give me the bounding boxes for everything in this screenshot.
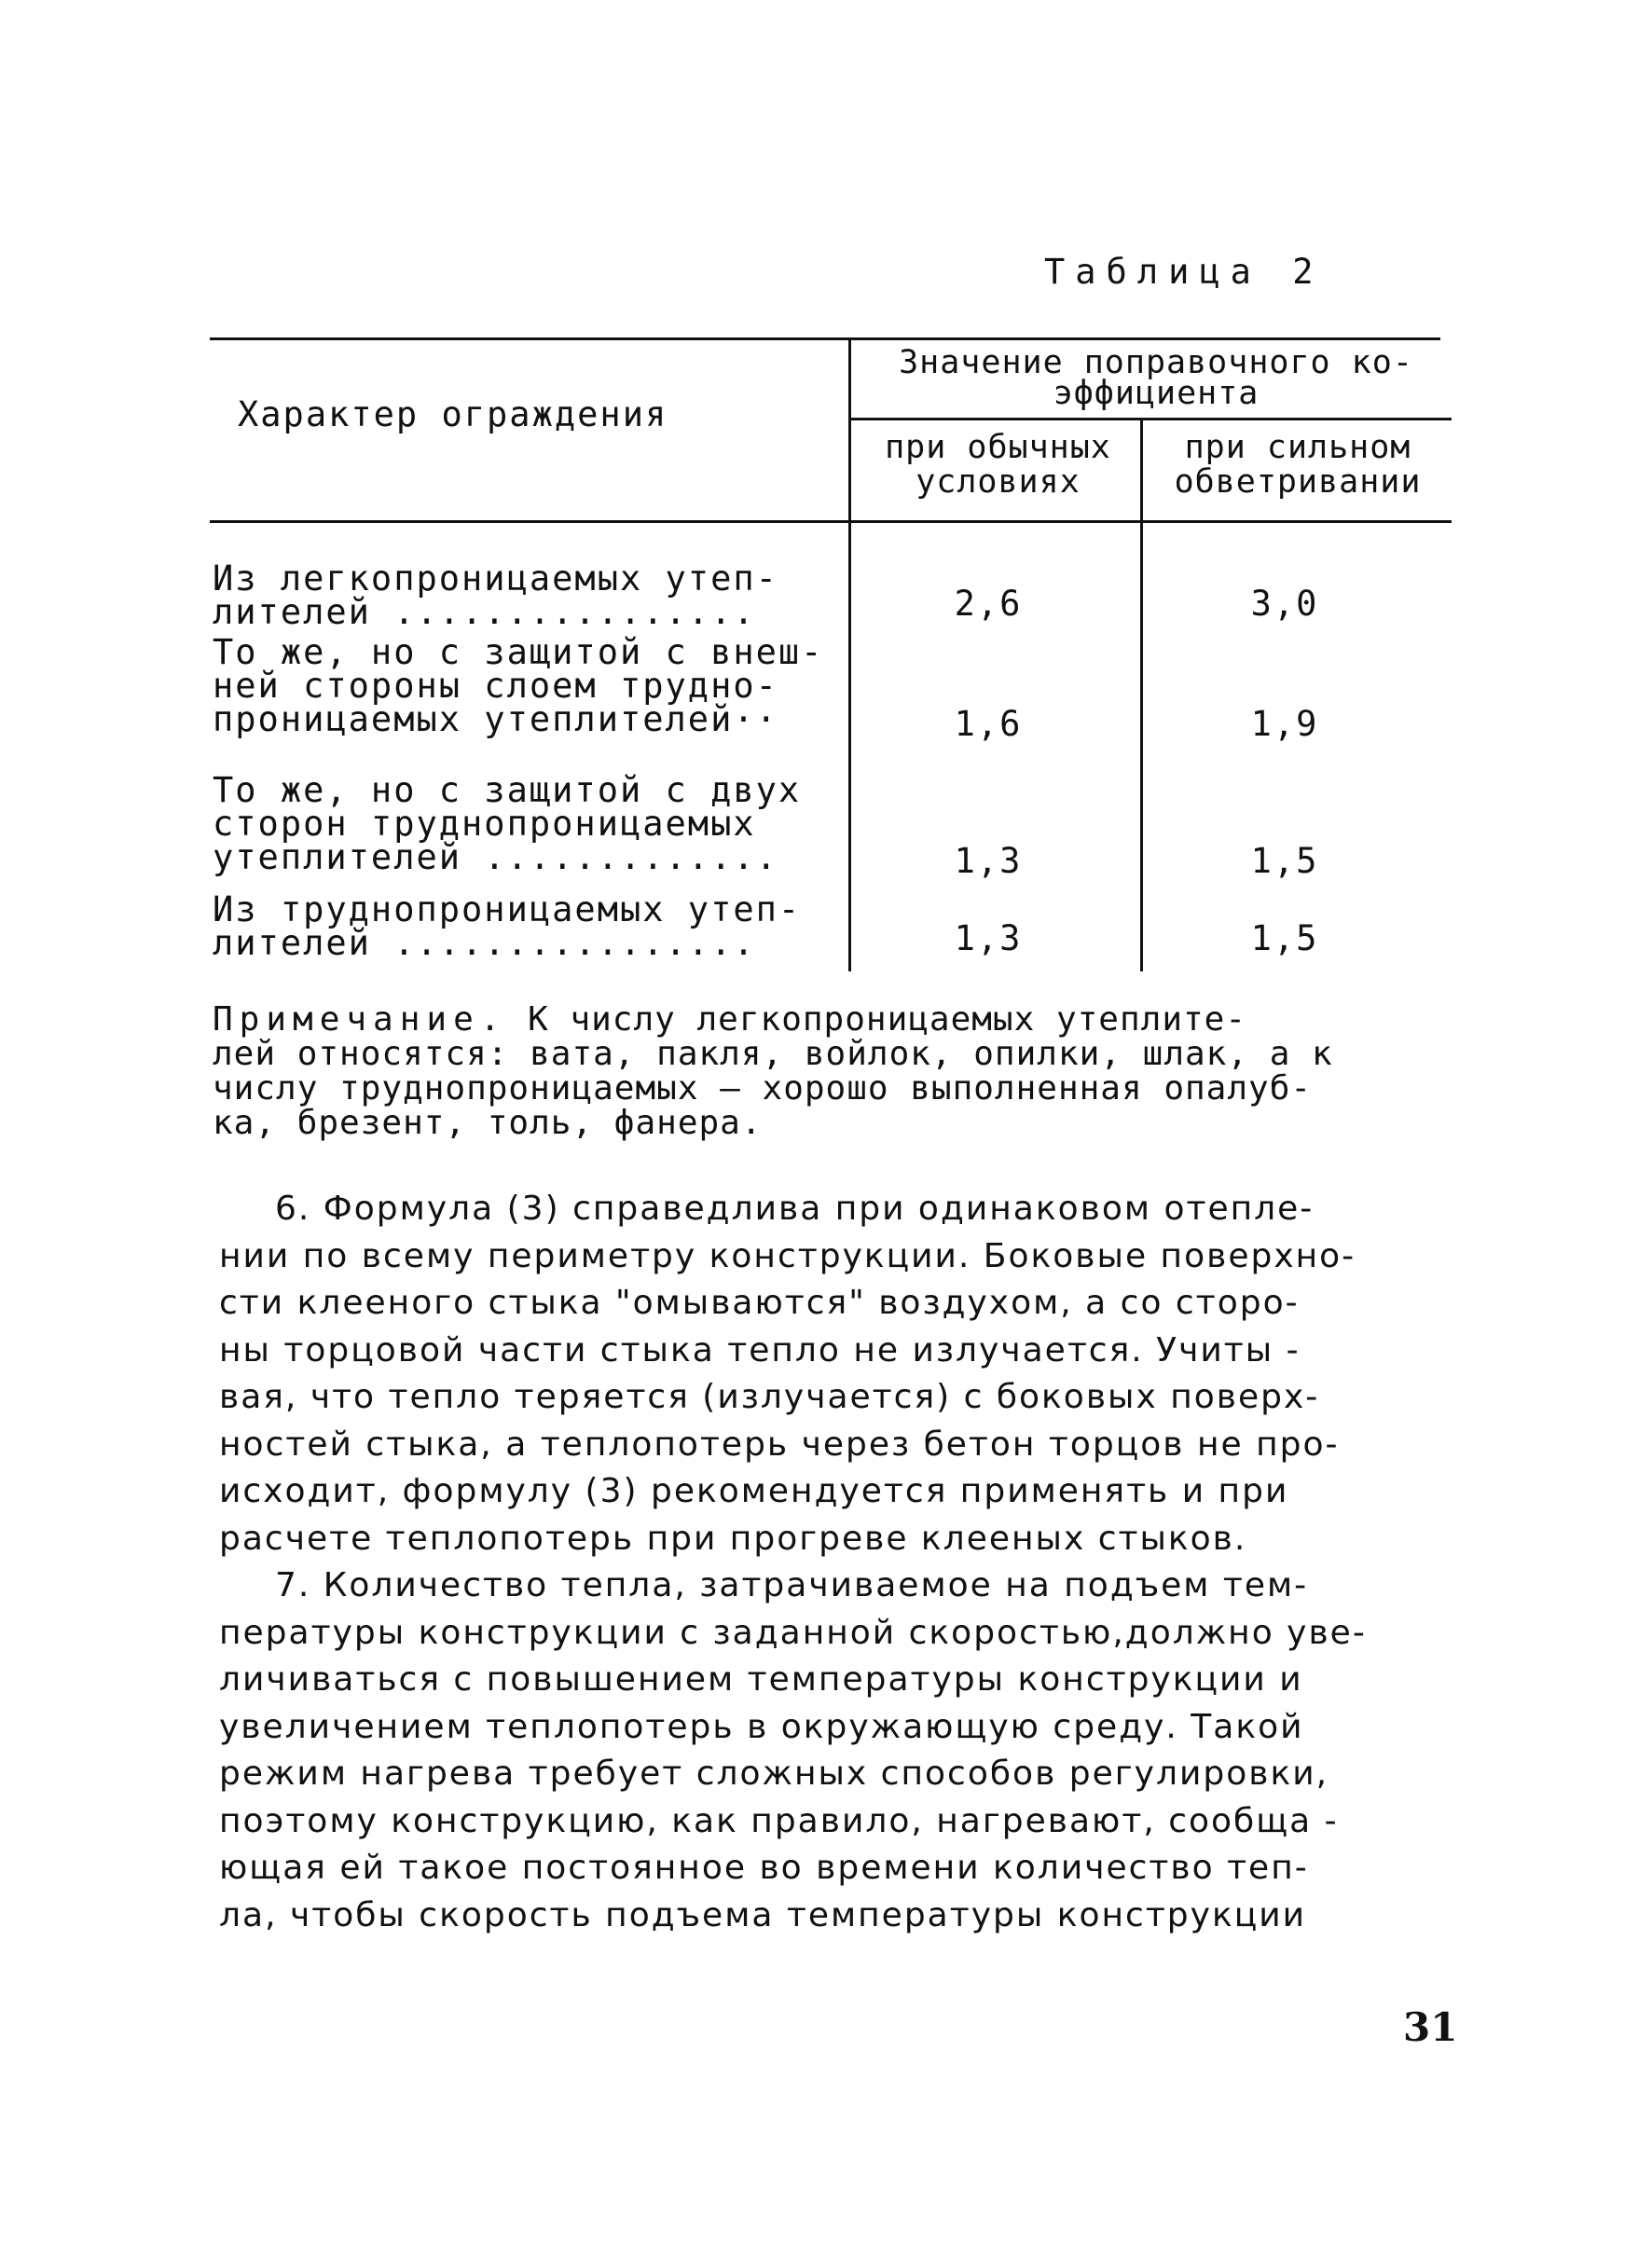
paragraph-line: ющая ей такое постоянное во времени количество теп- — [219, 1849, 1309, 1887]
paragraph-line: режим нагрева требует сложных способов регулировки, — [219, 1755, 1329, 1793]
page-number: 31 — [1403, 2004, 1458, 2050]
table-header-normal — [856, 431, 1140, 500]
paragraph-7 — [219, 1562, 1459, 1939]
table-header-subrule — [850, 418, 1452, 420]
row-label-line: лителей ................ — [213, 923, 756, 963]
table-cell-normal: 1,3 — [954, 918, 1023, 958]
row-label-line: То же, но с защитой с внеш- — [213, 632, 824, 672]
paragraph-line: поэтому конструкцию, как правило, нагревают, сообща - — [219, 1801, 1339, 1840]
paragraph-line: нии по всему периметру конструкции. Боковые поверхно- — [219, 1236, 1356, 1275]
paragraph-line: увеличением теплопотерь в окружающую среду. Такой — [219, 1707, 1304, 1746]
table-header-wind — [1149, 431, 1447, 500]
table-cell-wind: 1,5 — [1250, 918, 1319, 958]
paragraph-line: 7. Количество тепла, затрачиваемое на подъем тем- — [275, 1566, 1309, 1604]
paragraph-line: исходит, формулу (3) рекомендуется применять и при — [219, 1472, 1289, 1510]
paragraph-line: 6. Формула (3) справедлива при одинаковом отепле- — [275, 1190, 1315, 1228]
row-label-line: То же, но с защитой с двух — [213, 770, 802, 810]
row-label-line: проницаемых утеплителей·· — [213, 699, 778, 739]
table-note — [213, 1002, 1452, 1140]
table-header-normal-line2: условиях — [915, 463, 1081, 501]
table-divider-left — [848, 337, 851, 971]
table-header-bottom-rule — [210, 520, 1452, 523]
table-header-character: Характер ограждения — [238, 394, 668, 434]
table-header-coefficient-line2: эффициента — [1053, 375, 1260, 412]
row-label-line: сторон труднопроницаемых — [213, 804, 756, 844]
paragraph-line: ла, чтобы скорость подъема температуры конструкции — [219, 1895, 1306, 1934]
note-line: числу труднопроницаемых – хорошо выполненная опалуб- — [213, 1069, 1313, 1108]
note-heading: Примечание. — [213, 1000, 507, 1039]
table-row-label — [213, 558, 828, 632]
table-cell-normal: 1,3 — [954, 841, 1023, 881]
paragraph-line: расчете теплопотерь при прогреве клееных стыков. — [219, 1519, 1247, 1558]
table-row-label — [213, 770, 828, 877]
paragraph-6 — [219, 1186, 1459, 1562]
table-title: Таблица 2 — [1044, 252, 1324, 292]
table-cell-wind: 1,9 — [1250, 704, 1319, 744]
note-line: ка, брезент, толь, фанера. — [213, 1104, 763, 1142]
table-header-wind-line1: при сильном — [1184, 429, 1411, 466]
table-header-wind-line2: обветривании — [1174, 463, 1422, 501]
table-cell-normal: 2,6 — [954, 584, 1023, 624]
note-line: лей относятся: вата, пакля, войлок, опилки, шлак, а к — [213, 1035, 1333, 1073]
paragraph-line: ны торцовой части стыка тепло не излучается. Учиты - — [219, 1330, 1301, 1369]
table-header-coefficient-line1: Значение поправочного ко- — [899, 344, 1413, 381]
table-row-label — [213, 632, 828, 739]
table-row-label — [213, 889, 828, 963]
note-line: К числу легкопроницаемых утеплите- — [528, 1000, 1247, 1039]
table-cell-normal: 1,6 — [954, 704, 1023, 744]
row-label-line: утеплителей ............. — [213, 837, 778, 877]
table-top-rule — [210, 337, 1440, 340]
table-cell-wind: 1,5 — [1250, 841, 1319, 881]
paragraph-line: сти клееного стыка "омываются" воздухом, а со сторо- — [219, 1284, 1300, 1322]
row-label-line: ней стороны слоем трудно- — [213, 666, 778, 706]
table-header-normal-line1: при обычных — [885, 429, 1111, 466]
table-header-coefficient — [862, 344, 1450, 412]
table-cell-wind: 3,0 — [1250, 584, 1319, 624]
paragraph-line: ностей стыка, а теплопотерь через бетон торцов не про- — [219, 1424, 1340, 1464]
table-divider-right — [1140, 418, 1143, 971]
row-label-line: лителей ................ — [213, 592, 756, 632]
paragraph-line: вая, что тепло теряется (излучается) с боковых поверх- — [219, 1378, 1320, 1416]
row-label-line: Из труднопроницаемых утеп- — [213, 889, 802, 929]
paragraph-line: личиваться с повышением температуры конструкции и — [219, 1660, 1303, 1699]
row-label-line: Из легкопроницаемых утеп- — [213, 558, 778, 599]
paragraph-line: пературы конструкции с заданной скоростью,должно уве- — [219, 1613, 1367, 1652]
